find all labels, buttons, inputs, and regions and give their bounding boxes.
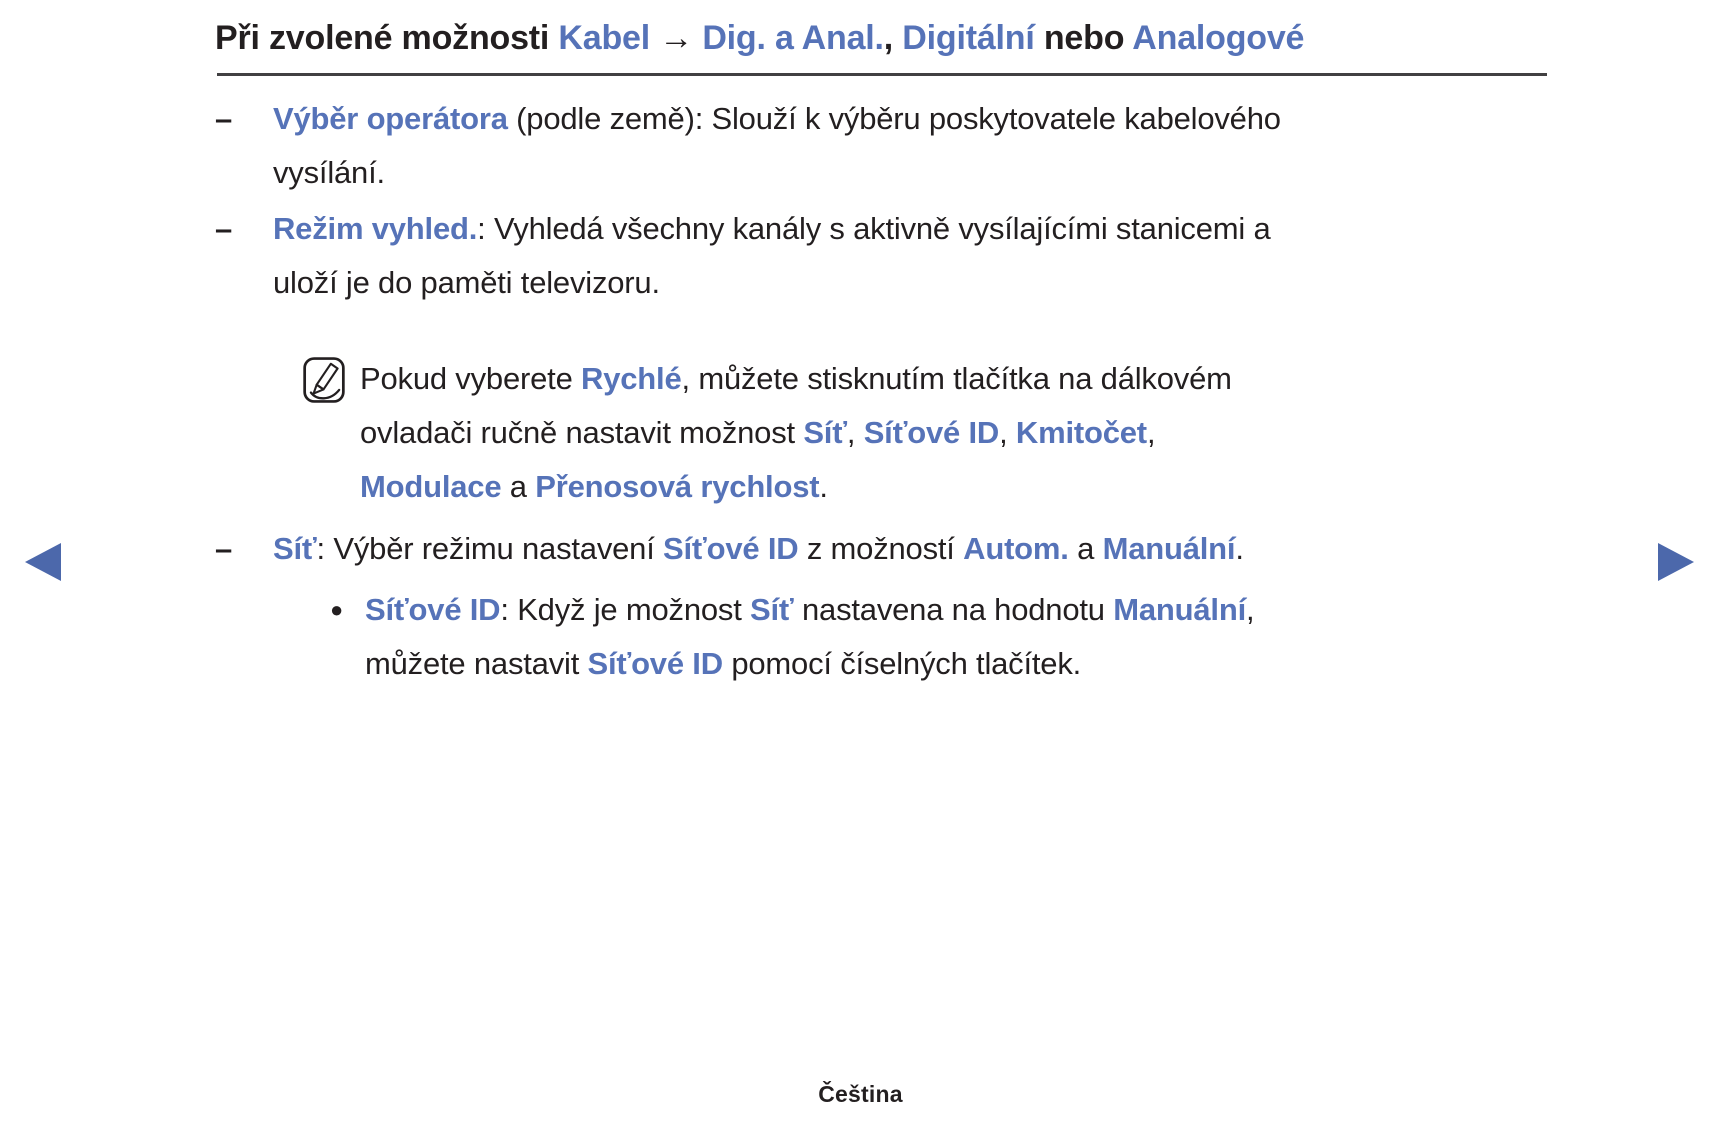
page-title: Při zvolené možnosti Kabel → Dig. a Anal., Digitální nebo Analogové xyxy=(215,19,1305,57)
dash-bullet: – xyxy=(215,531,233,566)
list-item-text: Síťové ID: Když je možnost Síť nastavena na hodnotu Manuální, můžete nastavit Síťové ID pomocí číselných tlačítek. xyxy=(365,592,1255,681)
list-item-text: Výběr operátora (podle země): Slouží k výběru poskytovatele kabelového vysílání. xyxy=(273,101,1281,190)
left-triangle-icon xyxy=(25,543,62,581)
pencil-note-icon xyxy=(303,357,345,403)
next-page-button[interactable] xyxy=(1657,543,1694,581)
list-item-sit xyxy=(215,522,1615,576)
list-item-rezim-vyhled xyxy=(215,202,1615,310)
list-item-text: Síť: Výběr režimu nastavení Síťové ID z možností Autom. a Manuální. xyxy=(273,531,1244,566)
list-item-text: Režim vyhled.: Vyhledá všechny kanály s aktivně vysílajícími stanicemi a uloží je do paměti televizoru. xyxy=(273,211,1271,300)
right-triangle-icon xyxy=(1657,543,1694,581)
circle-bullet: ● xyxy=(330,597,344,622)
list-item-sitove-id xyxy=(330,583,1610,691)
dash-bullet: – xyxy=(215,211,233,246)
prev-page-button[interactable] xyxy=(25,543,62,581)
language-label: Čeština xyxy=(818,1081,903,1107)
note-text: Pokud vyberete Rychlé, můžete stisknutím tlačítka na dálkovém ovladači ručně nastavit možnost Síť, Síťové ID, Kmitočet, Modulace a Přenosová rychlost. xyxy=(360,361,1232,504)
note-block xyxy=(303,352,1523,514)
dash-bullet: – xyxy=(215,101,233,136)
list-item-vyber-operatora xyxy=(215,92,1615,200)
title-underline xyxy=(217,73,1547,76)
